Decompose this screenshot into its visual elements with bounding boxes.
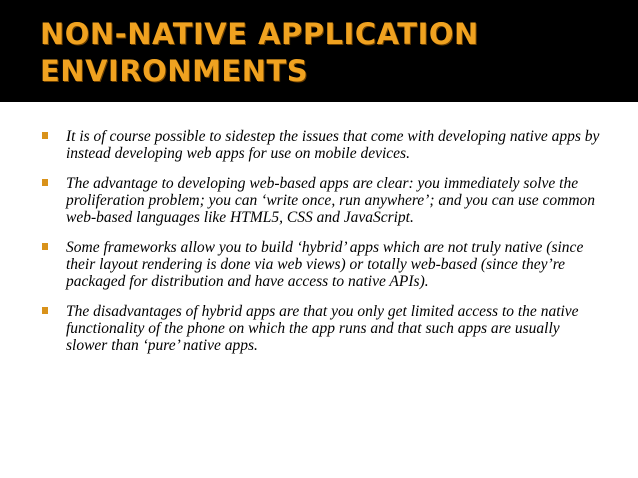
bullet-list bbox=[40, 128, 600, 367]
bullet-text: The disadvantages of hybrid apps are that you only get limited access to the native functionality of the phone on which the app runs and that such apps are usually slower than ‘pure’ native apps. bbox=[66, 303, 579, 354]
bullet-text: The advantage to developing web-based apps are clear: you immediately solve the proliferation problem; you can ‘write once, run anywhere’; and you can use common web-based languages like HTML5, CSS and JavaScript. bbox=[66, 175, 596, 226]
square-bullet-icon bbox=[42, 132, 48, 139]
title-band bbox=[0, 0, 638, 102]
bullet-item bbox=[40, 128, 600, 162]
bullet-text: It is of course possible to sidestep the issues that come with developing native apps by instead developing web apps for use on mobile devices. bbox=[66, 128, 600, 162]
bullet-text: Some frameworks allow you to build ‘hybrid’ apps which are not truly native (since their layout rendering is done via web views) or totally web-based (since they’re packaged for distribution and have access to native APIs). bbox=[66, 239, 584, 290]
square-bullet-icon bbox=[42, 243, 48, 250]
bullet-item bbox=[40, 239, 600, 290]
bullet-item bbox=[40, 175, 600, 226]
square-bullet-icon bbox=[42, 307, 48, 314]
slide-title: NON-NATIVE APPLICATION ENVIRONMENTS bbox=[40, 17, 479, 88]
bullet-item bbox=[40, 303, 600, 354]
square-bullet-icon bbox=[42, 179, 48, 186]
